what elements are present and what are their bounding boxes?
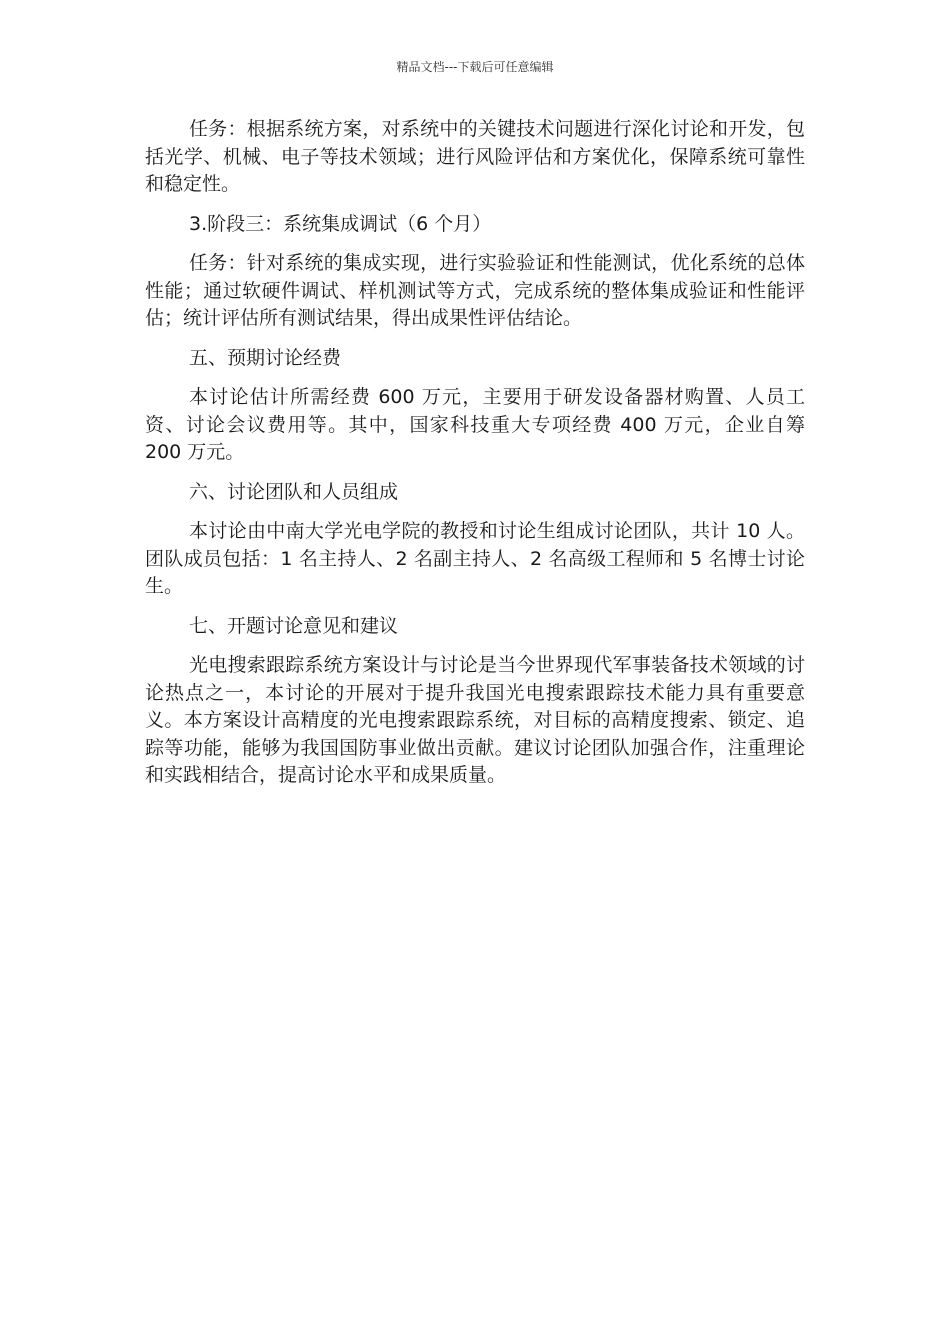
task-paragraph-stage-two: 任务：根据系统方案，对系统中的关键技术问题进行深化讨论和开发，包括光学、机械、电子等技术领域；进行风险评估和方案优化，保障系统可靠性和稳定性。 [145,118,805,195]
page-header: 精品文档---下载后可任意编辑 [396,60,554,74]
section-five-heading: 五、预期讨论经费 [189,346,342,369]
stage-three-heading: 3.阶段三：系统集成调试（6 个月） [189,212,492,235]
task-paragraph-stage-three: 任务：针对系统的集成实现，进行实验验证和性能测试，优化系统的总体性能；通过软硬件调试、样机测试等方式，完成系统的整体集成验证和性能评估；统计评估所有测试结果，得出成果性评估结论。 [145,252,805,329]
team-paragraph: 本讨论由中南大学光电学院的教授和讨论生组成讨论团队，共计 10 人。团队成员包括：1 名主持人、2 名副主持人、2 名高级工程师和 5 名博士讨论生。 [145,520,805,597]
opinion-paragraph: 光电搜索跟踪系统方案设计与讨论是当今世界现代军事装备技术领域的讨论热点之一，本讨论的开展对于提升我国光电搜索跟踪技术能力具有重要意义。本方案设计高精度的光电搜索跟踪系统，对目标的高精度搜索、锁定、追踪等功能，能够为我国国防事业做出贡献。建议讨论团队加强合作，注重理论和实践相结合，提高讨论水平和成果质量。 [145,654,805,786]
budget-paragraph: 本讨论估计所需经费 600 万元，主要用于研发设备器材购置、人员工资、讨论会议费用等。其中，国家科技重大专项经费 400 万元，企业自筹 200 万元。 [145,386,805,463]
document-body [145,116,805,802]
section-six-heading: 六、讨论团队和人员组成 [189,480,399,503]
section-seven-heading: 七、开题讨论意见和建议 [189,614,399,637]
